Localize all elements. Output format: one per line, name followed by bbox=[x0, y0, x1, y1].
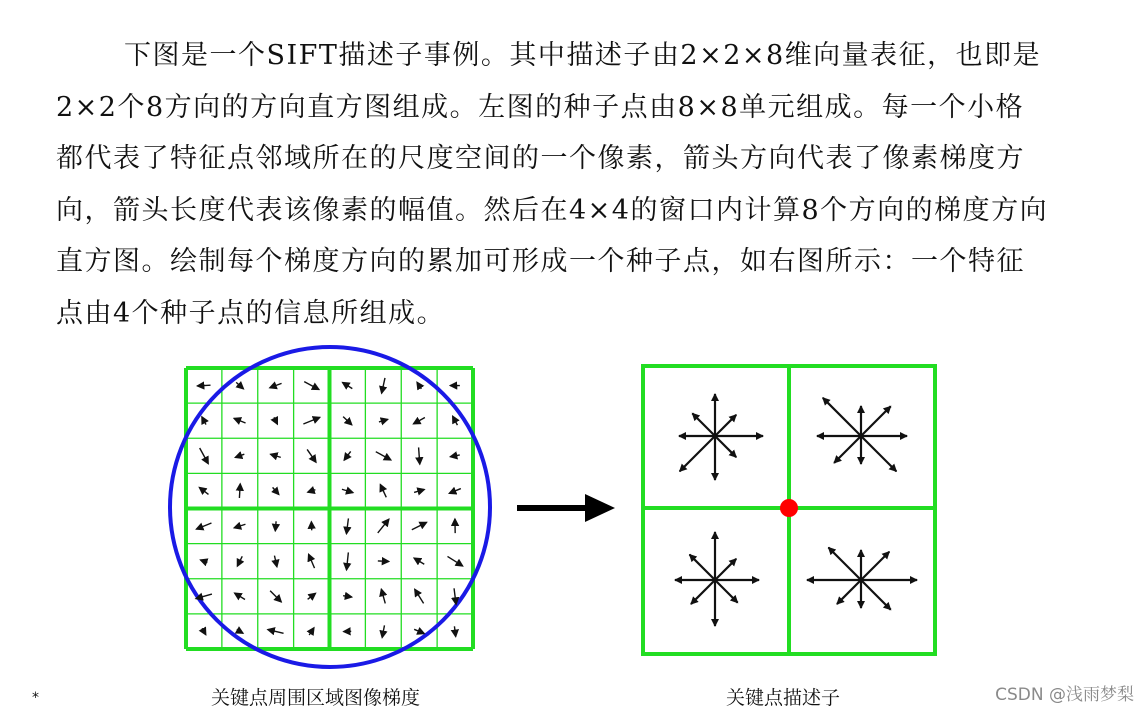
gradient-arrow bbox=[235, 454, 244, 457]
gradient-arrow bbox=[447, 556, 462, 566]
gradient-arrow bbox=[346, 518, 348, 533]
orientation-arrow bbox=[837, 580, 861, 604]
gradient-arrow bbox=[239, 484, 240, 498]
csdn-watermark: CSDN @浅雨梦梨 bbox=[995, 680, 1134, 705]
gradient-arrow bbox=[414, 489, 424, 492]
gradient-arrow bbox=[273, 487, 279, 494]
gradient-arrow bbox=[308, 593, 316, 599]
gradient-arrow bbox=[414, 629, 424, 633]
gradient-arrow bbox=[196, 523, 211, 529]
gradient-arrow bbox=[270, 383, 282, 387]
gradient-arrow bbox=[413, 418, 424, 424]
gradient-arrow bbox=[342, 489, 353, 492]
gradient-arrow bbox=[275, 521, 276, 531]
orientation-arrow bbox=[834, 436, 861, 463]
paragraph-line: 都代表了特征点邻域所在的尺度空间的一个像素，箭头方向代表了像素梯度方 bbox=[56, 133, 1096, 185]
orientation-arrow bbox=[680, 436, 715, 471]
gradient-arrow bbox=[307, 449, 316, 462]
gradient-arrow bbox=[202, 417, 206, 425]
gradient-arrow bbox=[382, 378, 385, 393]
gradient-arrow bbox=[419, 447, 420, 464]
gradient-arrow bbox=[234, 418, 245, 423]
orientation-arrow bbox=[828, 547, 861, 580]
orientation-arrow bbox=[692, 413, 715, 436]
orientation-arrow bbox=[861, 436, 896, 471]
orientation-arrow bbox=[715, 580, 738, 603]
orientation-arrow bbox=[715, 559, 736, 580]
orientation-arrow bbox=[690, 555, 715, 580]
gradient-arrow bbox=[414, 558, 424, 564]
gradient-arrow bbox=[270, 591, 281, 602]
gradient-arrow bbox=[343, 596, 352, 597]
left-figure-caption: 关键点周围区域图像梯度 bbox=[211, 683, 420, 710]
paragraph-line: 下图是一个SIFT描述子事例。其中描述子由2×2×8维向量表征，也即是 bbox=[56, 30, 1096, 82]
gradient-arrow bbox=[197, 385, 210, 386]
gradient-arrow bbox=[343, 417, 352, 425]
gradient-arrow bbox=[381, 589, 385, 603]
gradient-arrow bbox=[236, 382, 243, 388]
gradient-arrow bbox=[201, 560, 208, 562]
gradient-arrow bbox=[417, 382, 421, 389]
gradient-arrow bbox=[237, 556, 242, 566]
gradient-arrow bbox=[412, 522, 427, 529]
gradient-arrow bbox=[344, 451, 350, 460]
paragraph-line: 直方图。绘制每个梯度方向的累加可形成一个种子点，如右图所示：一个特征 bbox=[56, 236, 1096, 288]
gradient-arrow bbox=[274, 556, 276, 567]
gradient-arrow bbox=[303, 417, 319, 424]
gradient-arrow bbox=[304, 382, 319, 390]
footnote-bullet: * bbox=[32, 690, 39, 706]
paragraph-line: 向，箭头长度代表该像素的幅值。然后在4×4的窗口内计算8个方向的梯度方向 bbox=[56, 185, 1096, 237]
gradient-arrow bbox=[378, 519, 389, 533]
gradient-arrow bbox=[237, 630, 243, 634]
orientation-arrow bbox=[861, 552, 889, 580]
orientation-arrow bbox=[691, 580, 715, 604]
gradient-arrow bbox=[450, 455, 459, 457]
paragraph-line: 2×2个8方向的方向直方图组成。左图的种子点由8×8单元组成。每一个小格 bbox=[56, 82, 1096, 134]
gradient-grid bbox=[186, 368, 473, 649]
gradient-arrow bbox=[309, 628, 314, 635]
gradient-arrow bbox=[449, 489, 461, 494]
gradient-arrow bbox=[453, 416, 458, 425]
orientation-arrow bbox=[715, 415, 736, 436]
gradient-arrow bbox=[382, 625, 384, 637]
orientation-arrow bbox=[823, 398, 861, 436]
gradient-arrow bbox=[274, 417, 277, 424]
gradient-arrow bbox=[308, 490, 316, 492]
right-figure-caption: 关键点描述子 bbox=[726, 683, 840, 710]
paragraph-line: 点由4个种子点的信息所组成。 bbox=[56, 288, 1096, 340]
gradient-arrow bbox=[347, 552, 349, 569]
gradient-arrow bbox=[380, 485, 386, 498]
gradient-arrow bbox=[200, 448, 209, 464]
gradient-arrow bbox=[415, 589, 424, 603]
orientation-arrow bbox=[715, 436, 736, 457]
gradient-arrow bbox=[199, 487, 208, 494]
gradient-arrow bbox=[268, 630, 284, 634]
gradient-arrow bbox=[343, 382, 353, 388]
gradient-arrow bbox=[202, 628, 206, 634]
keypoint-dot bbox=[780, 499, 798, 517]
gradient-arrow bbox=[376, 452, 391, 460]
gradient-arrow bbox=[235, 593, 245, 599]
orientation-arrow bbox=[861, 580, 891, 610]
orientation-arrow bbox=[861, 406, 891, 436]
transform-arrow bbox=[517, 494, 615, 522]
gradient-arrow bbox=[234, 524, 245, 528]
gradient-arrow bbox=[454, 626, 455, 636]
gradient-arrow bbox=[271, 454, 281, 457]
gradient-arrow bbox=[454, 588, 456, 604]
gradient-arrow bbox=[379, 419, 388, 421]
gradient-arrow bbox=[309, 554, 315, 568]
